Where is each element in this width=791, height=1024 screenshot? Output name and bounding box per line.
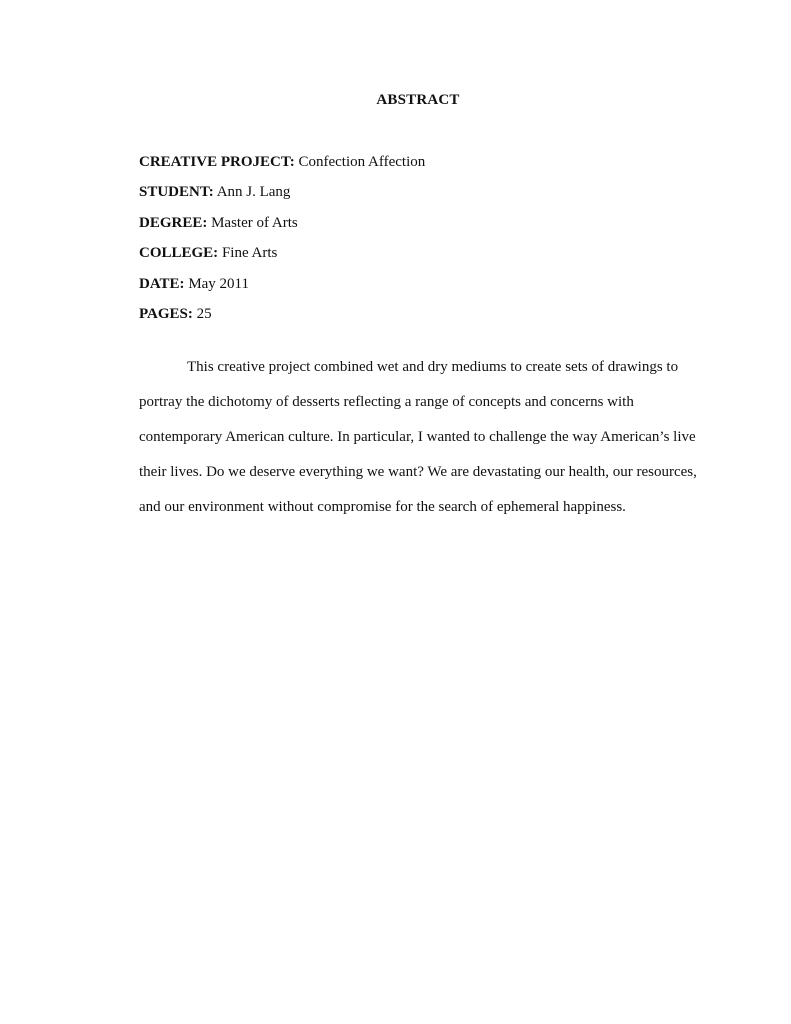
meta-label: DEGREE:: [139, 214, 208, 231]
meta-value: May 2011: [188, 275, 250, 292]
meta-label: STUDENT:: [139, 184, 214, 201]
abstract-paragraph: This creative project combined wet and dry mediums to create sets of drawings to portray the dichotomy of desserts reflecting a range of concepts and concerns with contemporary American culture. In particular, I wanted to challenge the way American’s live their lives. Do we deserve everything we want? We are devastating our health, our resources, and our environment without compromise for the search of ephemeral happiness.: [139, 359, 697, 515]
meta-value: Master of Arts: [211, 214, 298, 231]
meta-label: DATE:: [139, 275, 185, 292]
page-title: ABSTRACT: [376, 92, 460, 108]
meta-value: Ann J. Lang: [216, 184, 291, 201]
meta-value: Fine Arts: [221, 245, 278, 262]
metadata-block: [139, 152, 699, 334]
meta-value: Confection Affection: [298, 154, 426, 170]
meta-student: [139, 182, 699, 212]
meta-creative-project: [139, 152, 699, 182]
meta-degree: [139, 213, 699, 243]
meta-label: CREATIVE PROJECT:: [139, 154, 295, 170]
meta-pages: [139, 304, 699, 334]
meta-label: PAGES:: [139, 305, 193, 322]
meta-date: [139, 274, 699, 304]
meta-college: [139, 243, 699, 273]
meta-label: COLLEGE:: [139, 245, 219, 262]
meta-value: 25: [196, 305, 212, 322]
